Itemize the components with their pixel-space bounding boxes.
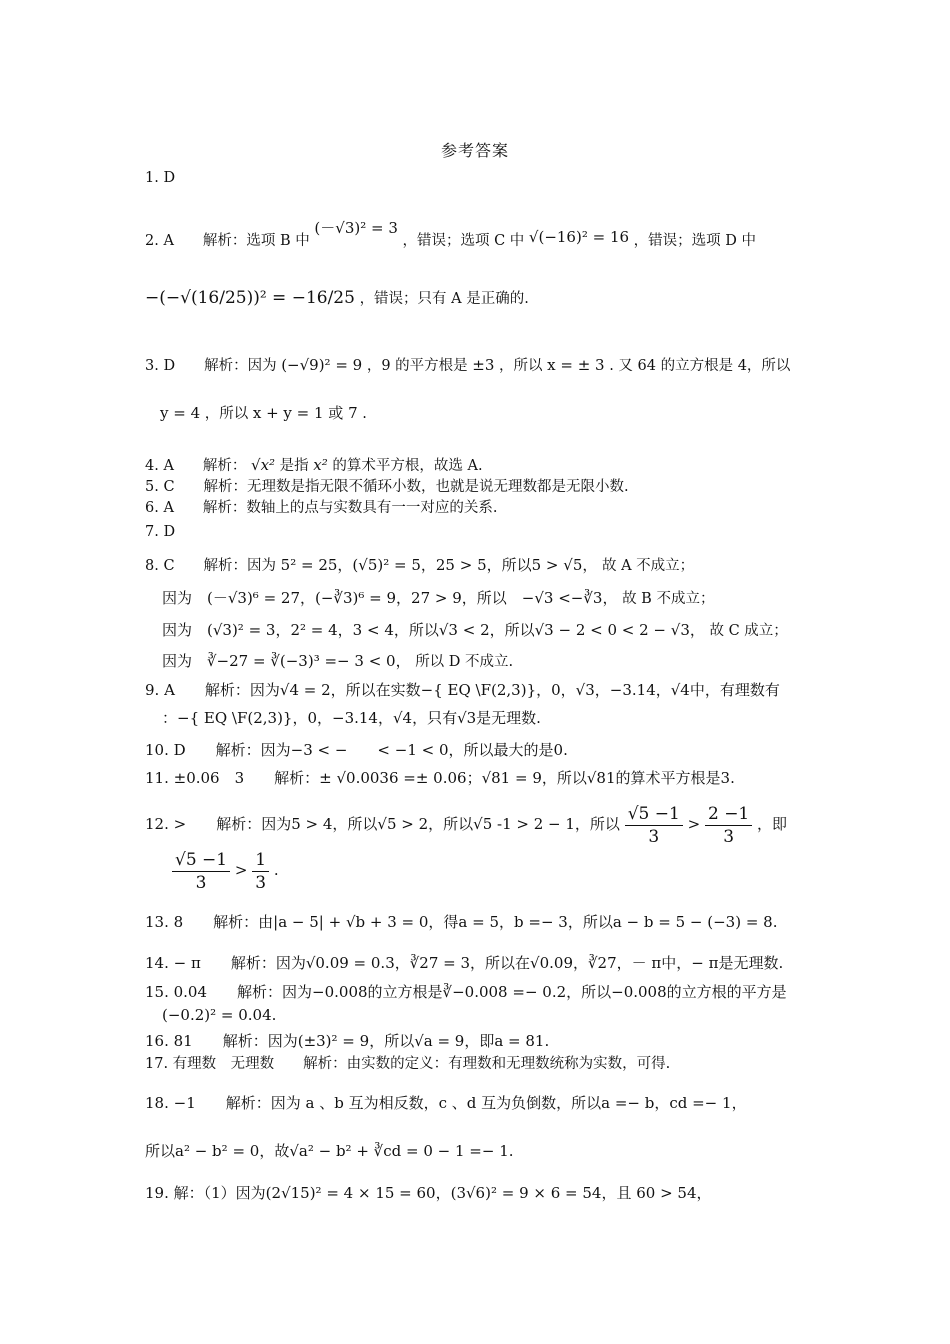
- answer-12-tail: ，即: [757, 815, 788, 833]
- answer-1: 1. D: [145, 170, 176, 186]
- answer-3-text-j: .: [362, 406, 367, 422]
- answer-8-text-c: 故 B 不成立；: [622, 591, 715, 607]
- answer-9: 9. A 解析：因为√4 = 2，所以在实数−{ EQ \F(2,3)}，0，√3，−3.14，√4中，有理数有: [145, 681, 780, 699]
- answer-8-expr-a: 5² = 25，(√5)² = 5，25 > 5，所以5 > √5，: [280, 556, 598, 574]
- answer-2-label: 2. A 解析：选项 B 中: [145, 233, 310, 249]
- answer-7: 7. D: [145, 524, 176, 540]
- answer-3-text-h: ，所以: [204, 406, 249, 422]
- answer-8-label: 8. C 解析：因为: [145, 558, 277, 574]
- answer-4-text-d: 的算术平方根，故选 A.: [332, 458, 483, 474]
- answer-12-label: 12. > 解析：因为5 > 4，所以√5 > 2，所以√5 -1 > 2 − 1，所以: [145, 815, 620, 833]
- answer-4-text-b: 是指: [279, 458, 314, 474]
- answer-2-continued: [145, 288, 529, 309]
- answer-8-line-3: [162, 620, 788, 641]
- answer-3-expr-e: x = ± 3: [547, 356, 605, 374]
- answer-3-expr-a: (−√9)² = 9: [281, 356, 363, 374]
- answer-18: 18. −1 解析：因为 a 、b 互为相反数，c 、d 互为负倒数，所以a =− b，cd =− 1，: [145, 1094, 747, 1112]
- answer-2-expr-c: √(−16)² = 16: [528, 228, 630, 246]
- answer-10: 10. D 解析：因为−3 < − < −1 < 0，所以最大的是0.: [145, 741, 568, 759]
- fraction-numerator: 2 −1: [705, 803, 752, 826]
- answer-3-text-f: . 又 64 的立方根是 4，所以: [609, 358, 791, 374]
- answer-8-text-b: 故 A 不成立；: [601, 558, 695, 574]
- answer-12-fraction-1: [625, 803, 683, 848]
- answer-8-line-4: [162, 651, 513, 672]
- answer-3-label: 3. D 解析：因为: [145, 358, 277, 374]
- answer-6: 6. A 解析：数轴上的点与实数具有一一对应的关系.: [145, 500, 498, 516]
- answer-9-continued: ：−{ EQ \F(2,3)}，0，−3.14，√4，只有√3是无理数.: [162, 709, 541, 727]
- answer-2-expr-e: −(−√(16/25))² = −16/25: [145, 288, 355, 308]
- answer-17: 17. 有理数 无理数 解析：由实数的定义：有理数和无理数统称为实数，可得.: [145, 1056, 671, 1072]
- answer-3-expr-i: x + y = 1 或 7: [252, 404, 358, 422]
- answer-13: 13. 8 解析：由|a − 5| + √b + 3 = 0，得a = 5，b =− 3，所以a − b = 5 − (−3) = 8.: [145, 913, 778, 931]
- answer-12-gt: >: [687, 815, 701, 833]
- fraction-numerator: √5 −1: [172, 849, 230, 872]
- answer-2-expr-a: (－√3)² = 3: [314, 219, 398, 237]
- answer-3-continued: [160, 403, 367, 424]
- page-title: 参考答案: [440, 141, 509, 160]
- answer-3-expr-g: y = 4: [160, 404, 201, 422]
- answer-8: [145, 555, 694, 576]
- answer-15-continued: (−0.2)² = 0.04.: [162, 1006, 277, 1024]
- answer-2-text-f: ，错误；只有 A 是正确的.: [359, 291, 529, 307]
- answer-3-text-d: ，所以: [499, 358, 543, 374]
- answer-12-fraction-4: [252, 849, 269, 894]
- answer-15: 15. 0.04 解析：因为−0.008的立方根是∛−0.008 =− 0.2，所以−0.008的立方根的平方是: [145, 983, 787, 1001]
- answer-3: [145, 355, 790, 376]
- fraction-denominator: 3: [648, 826, 660, 847]
- answer-12-gt-2: >: [234, 861, 248, 879]
- fraction-denominator: 3: [723, 826, 735, 847]
- answer-8-expr-e: 因为 ∛−27 = ∛(−3)³ =− 3 < 0，: [162, 652, 411, 670]
- answer-14: 14. − π 解析：因为√0.09 = 0.3，∛27 = 3，所以在√0.09，∛27，－ π中，− π是无理数.: [145, 954, 784, 972]
- answer-12-fraction-2: [705, 803, 752, 848]
- answer-8-text-e: 所以 D 不成立.: [415, 654, 514, 670]
- answer-2-text-b: ，错误；选项 C 中: [402, 233, 525, 249]
- answer-16: 16. 81 解析：因为(±3)² = 9，所以√a = 9，即a = 81.: [145, 1032, 550, 1050]
- answer-5: 5. C 解析：无理数是指无限不循环小数，也就是说无理数都是无限小数.: [145, 479, 629, 495]
- answer-8-line-2: [162, 588, 714, 609]
- answer-12-fraction-3: [172, 849, 230, 894]
- answer-18-continued: 所以a² − b² = 0，故√a² − b² + ∛cd = 0 − 1 =− 1.: [145, 1142, 514, 1160]
- fraction-numerator: √5 −1: [625, 803, 683, 826]
- answer-4-expr-c: x²: [313, 456, 328, 474]
- fraction-numerator: 1: [252, 849, 269, 872]
- fraction-denominator: 3: [195, 872, 207, 893]
- answer-4-expr-a: √x²: [251, 456, 276, 474]
- answer-4-label: 4. A 解析：: [145, 458, 247, 474]
- answer-2-text-d: ，错误；选项 D 中: [633, 233, 756, 249]
- fraction-denominator: 3: [255, 872, 267, 893]
- answer-12-end: .: [273, 861, 279, 879]
- answer-4: [145, 455, 483, 476]
- answer-8-expr-c: 因为 (－√3)⁶ = 27，(−∛3)⁶ = 9，27 > 9，所以 −√3 <−∛3，: [162, 589, 618, 607]
- answer-12: [145, 800, 787, 848]
- answer-19: 19. 解：（1）因为(2√15)² = 4 × 15 = 60，(3√6)² = 9 × 6 = 54，且 60 > 54，: [145, 1184, 712, 1202]
- answer-3-expr-c: ±3: [472, 356, 495, 374]
- answer-3-text-b: ，9 的平方根是: [366, 358, 468, 374]
- answer-8-expr-d: 因为 (√3)² = 3，2² = 4，3 < 4，所以√3 < 2，所以√3 − 2 < 0 < 2 − √3，: [162, 621, 705, 639]
- answer-8-text-d: 故 C 成立；: [709, 623, 788, 639]
- answer-11: 11. ±0.06 3 解析：± √0.0036 =± 0.06；√81 = 9，所以√81的算术平方根是3.: [145, 769, 735, 787]
- answer-2: [145, 219, 756, 251]
- answer-12-continued: [172, 846, 279, 894]
